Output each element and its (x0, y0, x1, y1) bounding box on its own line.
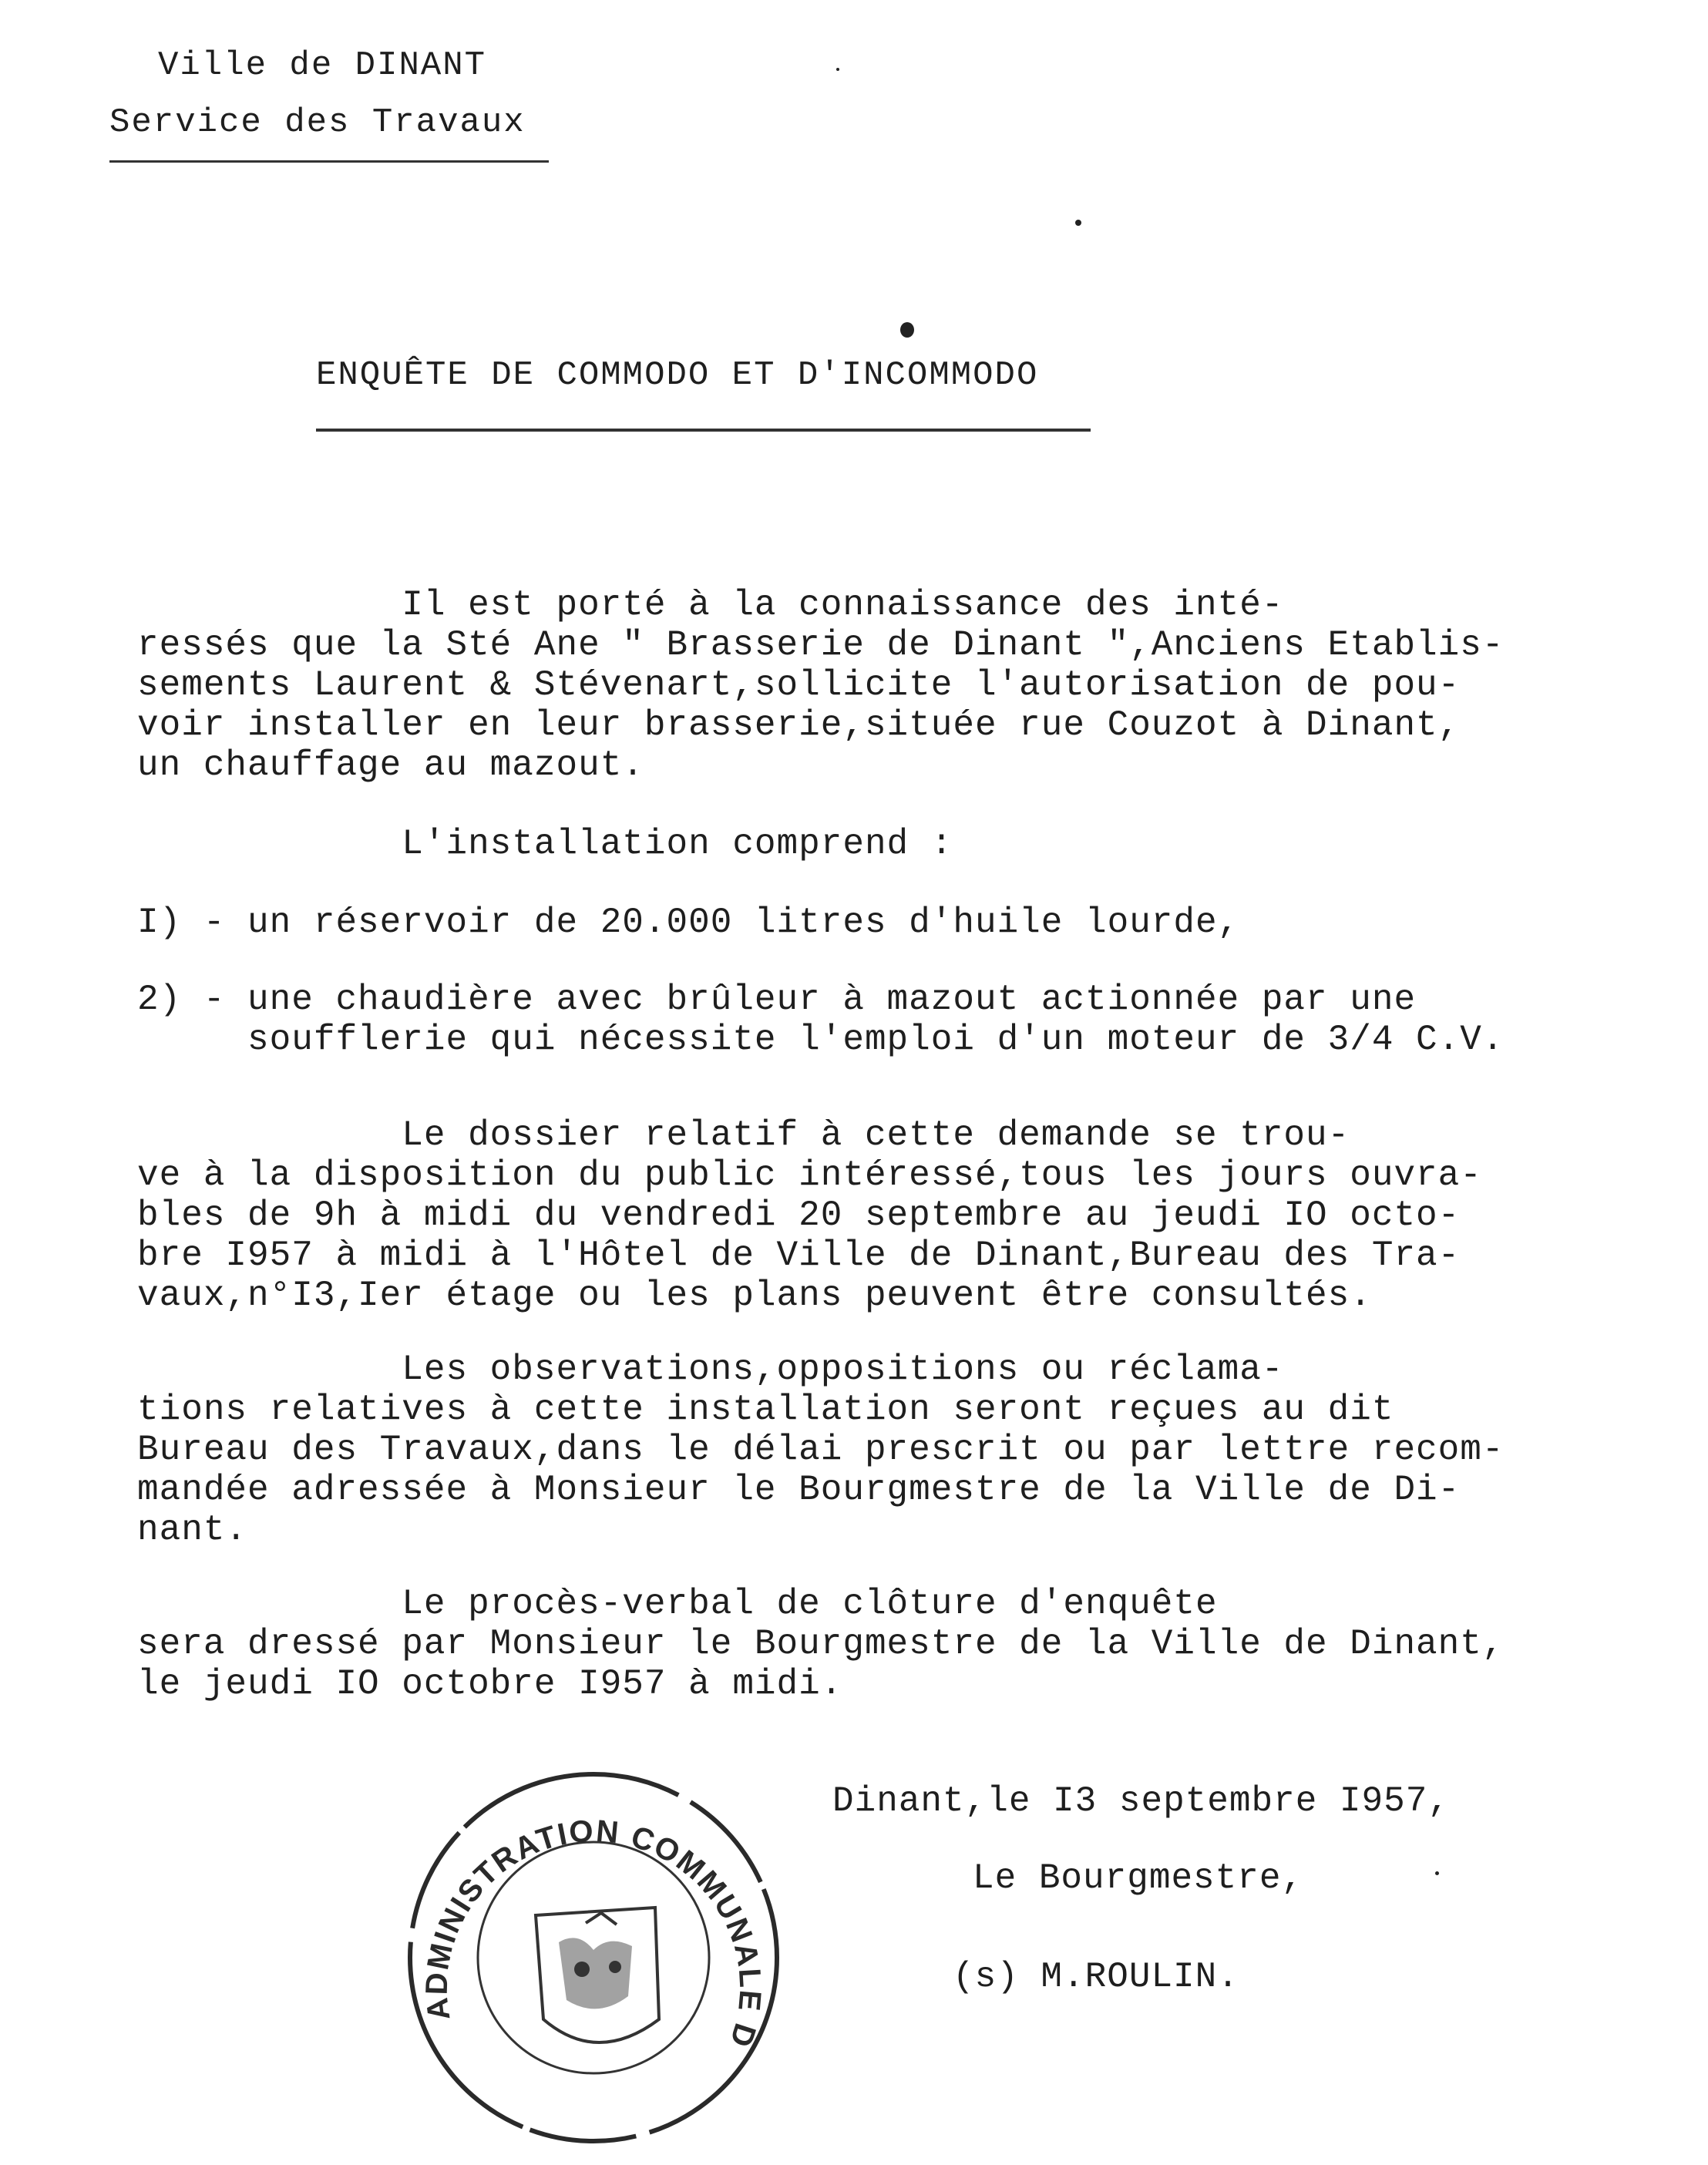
text-line: ve à la disposition du public intéressé,tous les jours ouvra- (137, 1155, 1482, 1195)
text-line: voir installer en leur brasserie,située rue Couzot à Dinant, (137, 705, 1461, 745)
seal-text: ADMINISTRATION COMMUNALE D (419, 1814, 768, 2052)
text-line: Bureau des Travaux,dans le délai prescrit ou par lettre recom- (137, 1430, 1505, 1470)
header-service: Service des Travaux (109, 103, 526, 142)
text-line: bre I957 à midi à l'Hôtel de Ville de Dinant,Bureau des Tra- (137, 1235, 1461, 1276)
text-line: sements Laurent & Stévenart,sollicite l'autorisation de pou- (137, 665, 1461, 705)
text-line: vaux,n°I3,Ier étage ou les plans peuvent être consultés. (137, 1276, 1372, 1316)
text-line: Le procès-verbal de clôture d'enquête (137, 1584, 1218, 1624)
text-line: bles de 9h à midi du vendredi 20 septembre au jeudi IO octo- (137, 1195, 1461, 1235)
speck (1075, 220, 1081, 226)
text-line: Il est porté à la connaissance des inté- (137, 585, 1284, 625)
text-line: mandée adressée à Monsieur le Bourgmestre de la Ville de Di- (137, 1470, 1461, 1510)
text-line: 2) - une chaudière avec brûleur à mazout actionnée par une (137, 980, 1417, 1020)
text-line: tions relatives à cette installation seront reçues au dit (137, 1390, 1394, 1430)
closing-date: Dinant,le I3 septembre I957, (832, 1781, 1450, 1821)
closing-role: Le Bourgmestre, (973, 1858, 1304, 1898)
official-seal (401, 1765, 786, 2150)
text-line: Le dossier relatif à cette demande se trou- (137, 1115, 1350, 1155)
coat-of-arms-icon (536, 1908, 659, 2042)
text-line: le jeudi IO octobre I957 à midi. (137, 1664, 843, 1704)
text-line: sera dressé par Monsieur le Bourgmestre de la Ville de Dinant, (137, 1624, 1505, 1664)
text-line: un chauffage au mazout. (137, 745, 644, 785)
speck (1435, 1871, 1439, 1875)
seal-graphic (401, 1765, 786, 2150)
text-line: ressés que la Sté Ane " Brasserie de Dinant ",Anciens Etablis- (137, 625, 1505, 665)
header-underline (109, 160, 549, 163)
document-title: ENQUÊTE DE COMMODO ET D'INCOMMODO (316, 356, 1039, 395)
text-line: nant. (137, 1510, 248, 1550)
list-item-1: I) - un réservoir de 20.000 litres d'huile lourde, (137, 903, 1240, 943)
text-line: soufflerie qui nécessite l'emploi d'un moteur de 3/4 C.V. (137, 1020, 1505, 1060)
signature: (s) M.ROULIN. (953, 1957, 1239, 1997)
header-city: Ville de DINANT (158, 46, 487, 85)
text-line: Les observations,oppositions ou réclama- (137, 1350, 1284, 1390)
title-underline (316, 429, 1091, 432)
paragraph-installation: L'installation comprend : (137, 824, 953, 864)
speck (836, 68, 839, 71)
speck (900, 322, 914, 338)
